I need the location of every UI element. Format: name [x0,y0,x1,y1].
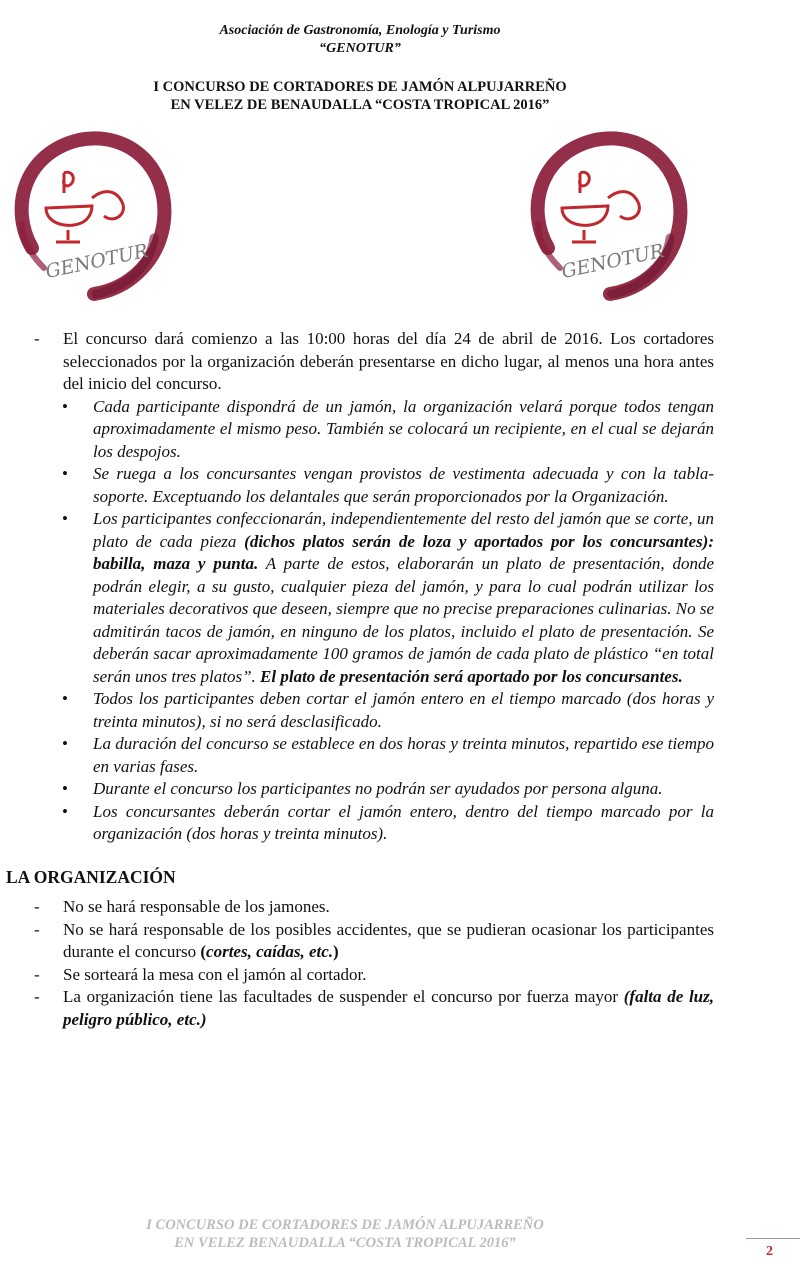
list-item: • Se ruega a los concursantes vengan provistos de vestimenta adecuada y con la tabla-soporte. Exceptuando los delantales que serán proporcionados por la Organización. [62,464,714,506]
page-number: 2 [766,1244,773,1259]
dash-marker: - [34,919,40,939]
contest-title-line1: I CONCURSO DE CORTADORES DE JAMÓN ALPUJARREÑO [153,79,567,95]
list-item: • Todos los participantes deben cortar el jamón entero en el tiempo marcado (dos horas y treinta minutos), si no será desclasificado. [62,689,714,731]
genotur-logo-left [4,128,179,303]
list-item: • Durante el concurso los participantes no podrán ser ayudados por persona alguna. [0,778,714,801]
association-name: Asociación de Gastronomía, Enología y Turismo [219,23,501,38]
list-item: • Cada participante dispondrá de un jamón, la organización velará porque todos tengan aproximadamente el mismo peso. También se colocará un recipiente, en el cual se dejarán los despojos. [62,396,714,461]
association-acronym: “GENOTUR” [319,41,401,56]
rules-body [0,328,714,1031]
bullet-icon: • [62,734,68,753]
dash-marker: - [34,329,40,348]
list-item: - La organización tiene las facultades de suspender el concurso por fuerza mayor (falta de luz, peligro público, etc.) [34,987,715,1029]
bullet-icon: • [62,464,68,483]
page-footer [0,1216,690,1252]
bullet-icon: • [62,396,68,416]
bullet-icon: • [62,801,68,821]
association-header [0,22,720,58]
genotur-logo-right [520,128,695,303]
logo-text-left: GENOTUR [43,239,151,284]
bullet-icon: • [62,779,68,798]
contest-title [0,78,720,114]
footer-line2: EN VELEZ BENAUDALLA “COSTA TROPICAL 2016” [174,1235,516,1251]
intro-text: El concurso dará comienzo a las 10:00 horas del día 24 de abril de 2016. Los cortadores seleccionados por la organización deberán presentarse en dicho lugar, al menos una hora antes del inicio del concurso. [63,329,714,393]
section-heading-organization: LA ORGANIZACIÓN [6,866,176,887]
list-item: - Se sorteará la mesa con el jamón al cortador. [0,964,714,987]
list-item: - No se hará responsable de los jamones. [0,896,714,919]
dash-marker: - [34,964,40,984]
list-item: • Los concursantes deberán cortar el jamón entero, dentro del tiempo marcado por la organización (dos horas y treinta minutos). [62,801,714,843]
intro-paragraph [0,328,714,396]
list-item: • La duración del concurso se establece en dos horas y treinta minutos, repartido ese tiempo en varias fases. [62,734,714,776]
footer-rule [746,1238,800,1239]
dash-marker: - [34,987,40,1006]
logo-text-right: GENOTUR [559,239,667,284]
list-item: • Los participantes confeccionarán, independientemente del resto del jamón que se corte, un plato de cada pieza (dichos platos serán de loza y aportados por los concursantes): babilla, maza y punta. A parte de estos, elaborarán un plato de presentación, donde podrán elegir, a su gusto, cualquier pieza del jamón, y para lo cual podrán utilizar los materiales decorativos que deseen, siempre que no precise preparaciones culinarias. No se admitirán tacos de jamón, en ninguno de los platos, incluido el plato de presentación. Se deberán sacar aproximadamente 100 gramos de jamón de cada plato de plástico “en total serán unos tres platos”. El plato de presentación será aportado por los concursantes. [62,509,715,686]
contest-title-line2: EN VELEZ DE BENAUDALLA “COSTA TROPICAL 2016” [170,97,550,113]
rules-bullet-list [0,396,714,846]
dash-marker: - [34,897,40,916]
footer-line1: I CONCURSO DE CORTADORES DE JAMÓN ALPUJARREÑO [146,1217,544,1233]
list-item: - No se hará responsable de los posibles accidentes, que se pudieran ocasionar los participantes durante el concurso (cortes, caídas, etc.) [34,919,714,961]
bullet-icon: • [62,689,68,708]
bullet-icon: • [62,509,68,528]
